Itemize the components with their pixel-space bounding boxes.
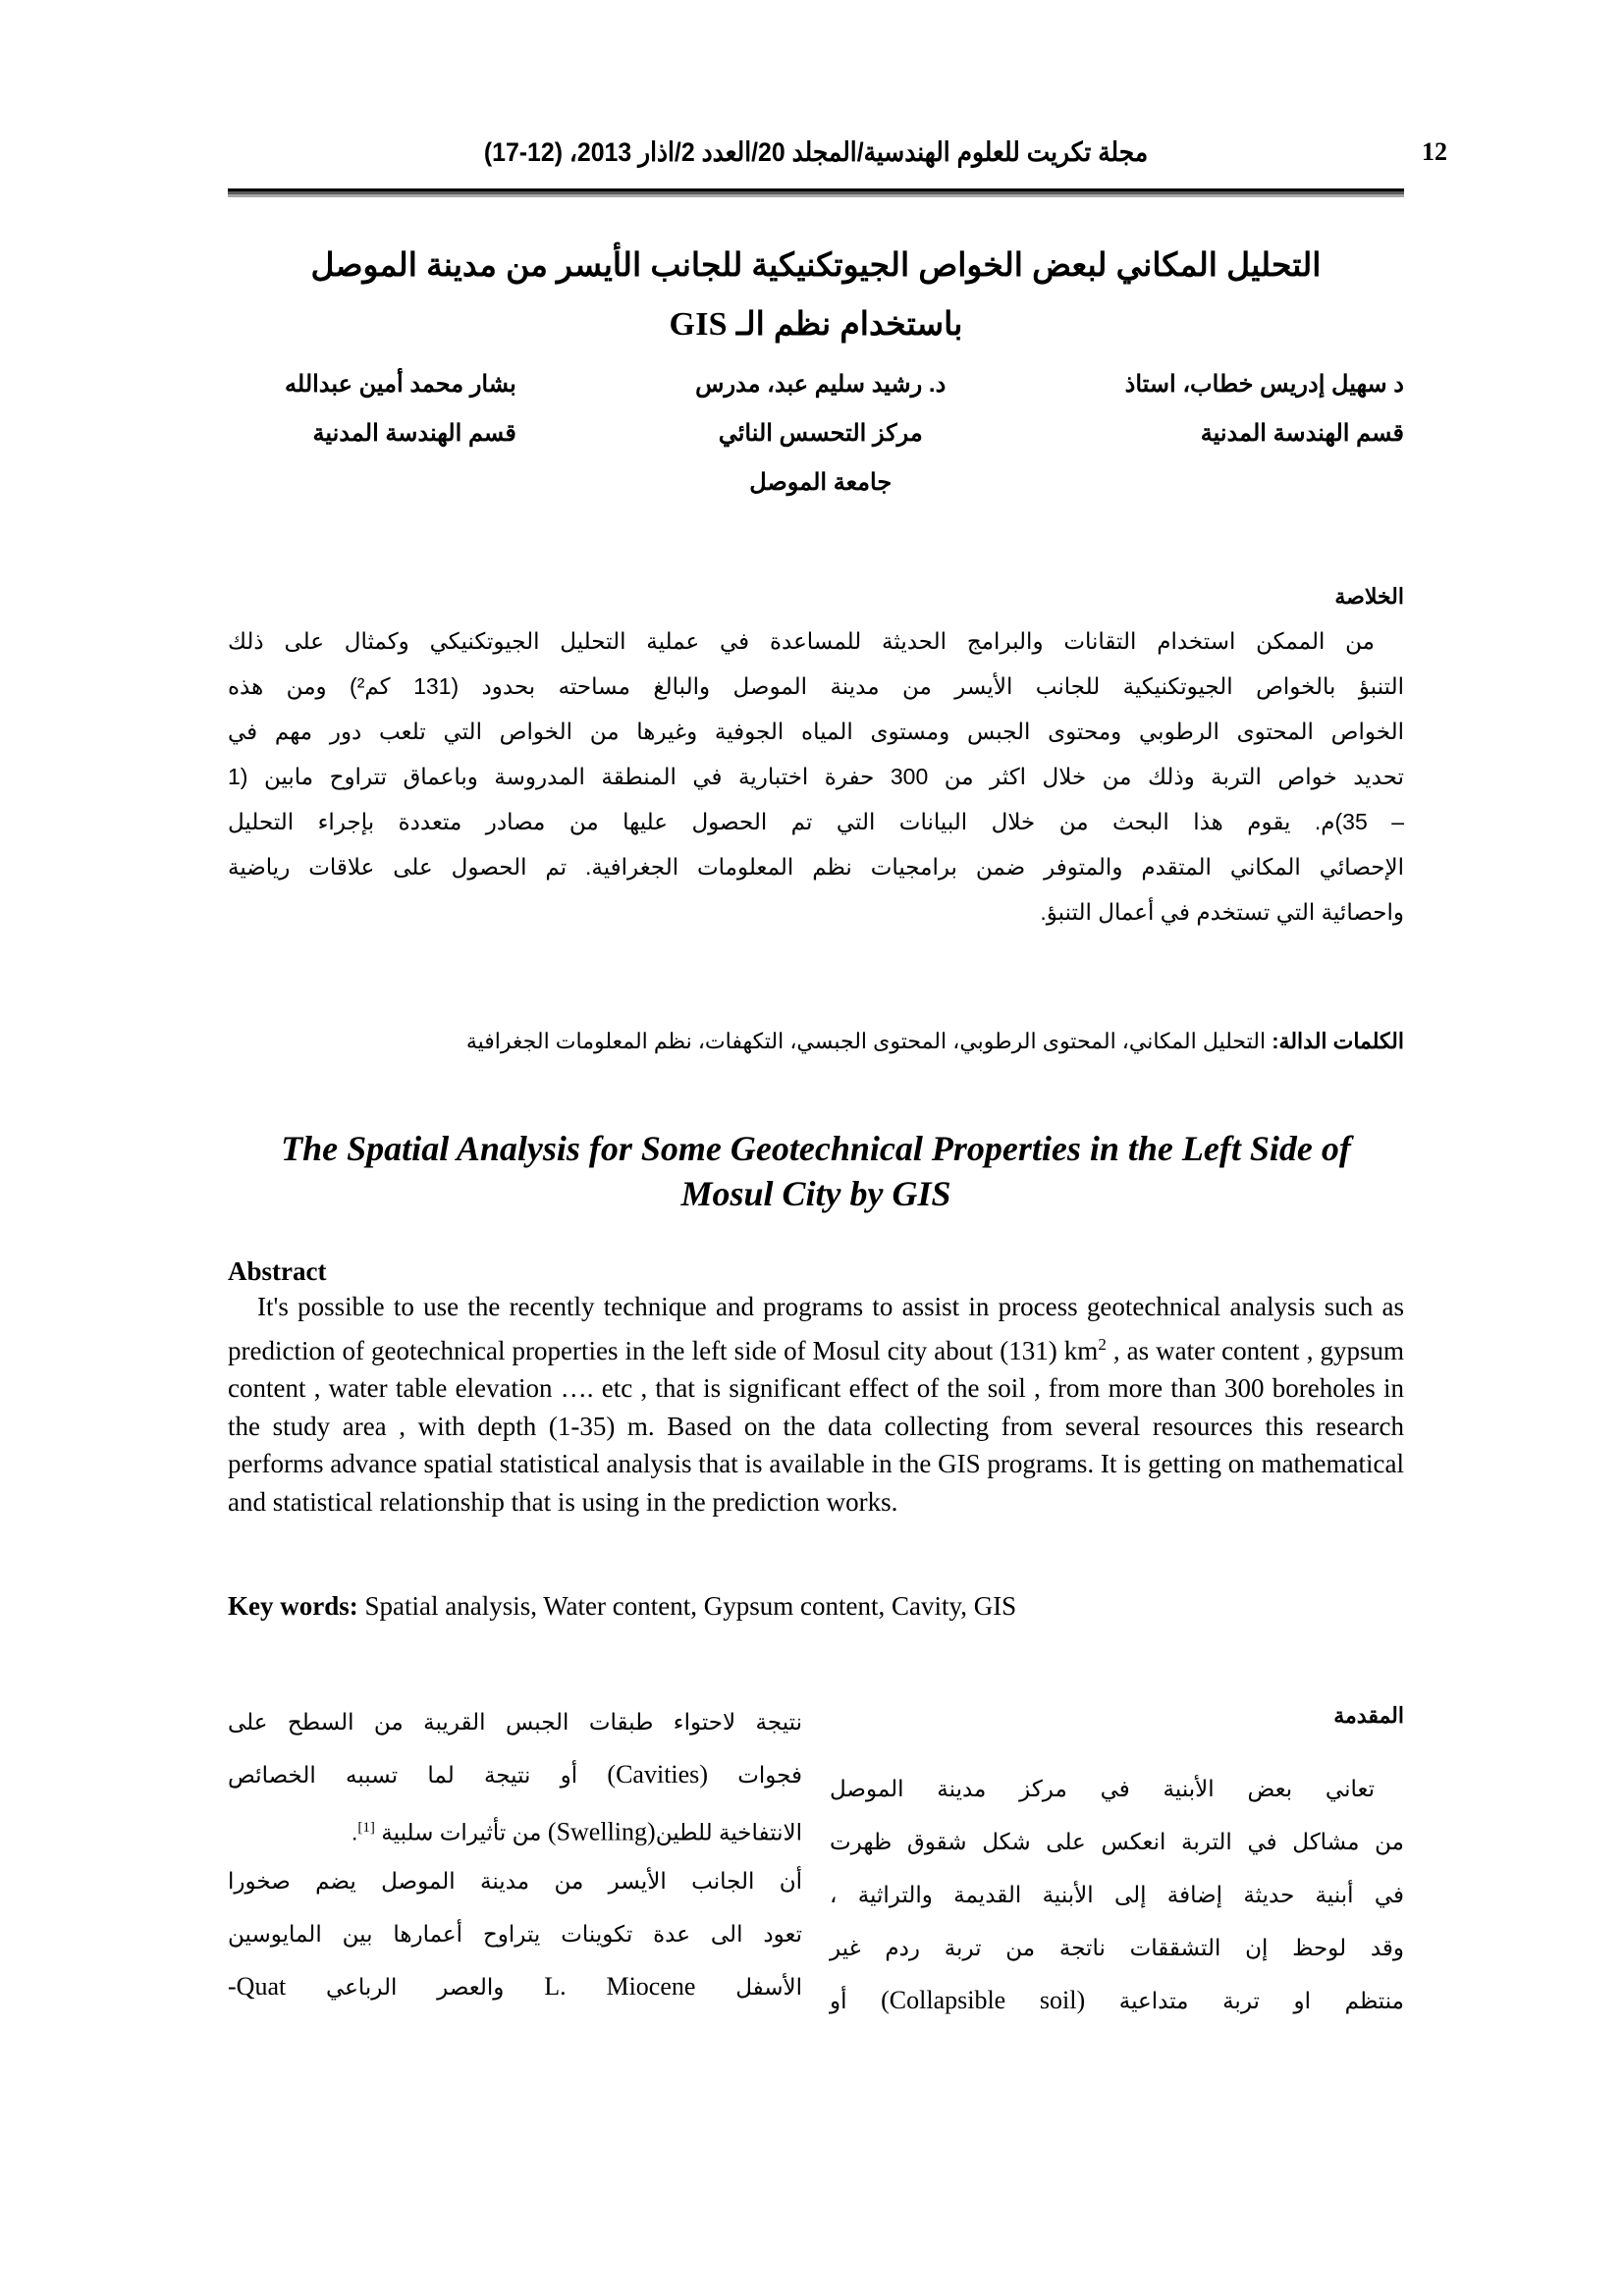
introduction-heading: المقدمة [1333,1703,1404,1728]
arabic-abstract-line: التنبؤ بالخواص الجيوتكنيكية للجانب الأيسر من مدينة الموصل والبالغ مساحته بحدود (131 كم²) ومن هذه [228,673,1404,699]
arabic-abstract-line: من الممكن استخدام التقانات والبرامج الحديثة للمساعدة في عملية التحليل الجيوتكنيكي وكمثال على ذلك [228,628,1375,654]
author-department: قسم الهندسة المدنية [1200,420,1404,447]
english-title-line-2: Mosul City by GIS [680,1174,951,1213]
intro-line: الانتفاخية للطين(Swelling) من تأثيرات سلبية [1]. [352,1817,802,1846]
arabic-title-line-2 [228,304,1404,344]
author-3 [285,371,516,497]
author-name: بشار محمد أمين عبدالله [285,371,516,398]
author-department: مركز التحسس النائي [718,420,923,447]
intro-line: من مشاكل في التربة انعكس على شكل شقوق ظهرت [830,1829,1404,1854]
english-abstract-heading: Abstract [228,1256,327,1286]
arabic-title-line-1: التحليل المكاني لبعض الخواص الجيوتكنيكية للجانب الأيسر من مدينة الموصل [310,246,1322,283]
arabic-abstract-line: الإحصائي المكاني المتقدم والمتوفر ضمن برامجيات نظم المعلومات الجغرافية. تم الحصول على علاقات رياضية [228,854,1404,880]
arabic-keywords-list: التحليل المكاني، المحتوى الرطوبي، المحتوى الجبسي، التكهفات، نظم المعلومات الجغرافية [465,1029,1272,1053]
author-1 [1125,371,1404,497]
header-rule [228,188,1404,197]
introduction-right-column [830,1762,1404,2027]
running-header: مجلة تكريت للعلوم الهندسية/المجلد 20/العدد 2/اذار 2013، (12-17) [483,137,1149,167]
intro-line: فجوات (Cavities) أو نتيجة لما تسببه الخصائص [228,1760,802,1789]
intro-line: منتظم او تربة متداعية (Collapsible soil) أو [830,1986,1405,2014]
arabic-abstract-line: تحديد خواص التربة وذلك من خلال اكثر من 300 حفرة اختبارية في المنطقة المدروسة وباعماق تتراوح مابين (1 [228,764,1404,789]
author-block [285,371,1404,497]
author-department: قسم الهندسة المدنية [312,420,516,447]
intro-line: أن الجانب الأيسر من مدينة الموصل يضم صخورا [228,1868,802,1894]
intro-line: الأسفل L. Miocene والعصر الرباعي Quat- [228,1972,803,2001]
english-keywords [228,1591,1016,1622]
arabic-abstract-line: – 35)م. يقوم هذا البحث من خلال البيانات التي تم الحصول عليها من مصادر متعددة بإجراء التحليل [228,809,1404,834]
arabic-abstract-heading: الخلاصة [1334,584,1404,609]
arabic-title-gis: GIS [669,306,728,343]
english-abstract-body: It's possible to use the recently technique and programs to assist in process geotechnical analysis such as prediction of geotechnical properties in the left side of Mosul city about (131) $km^2$ , as water content , gypsum content , water table elevation …. etc , that is significant effect of the soil , from more than 300 boreholes in the study area , with depth (1-35) m. Based on the data collecting from several resources this research performs advance spatial statistical analysis that is available in the GIS programs. It is getting on mathematical and statistical relationship that is using in the prediction works. [228,1292,1404,1517]
citation-ref: [1] [357,1820,375,1836]
arabic-abstract-line: الخواص المحتوى الرطوبي ومحتوى الجبس ومستوى المياه الجوفية وغيرها من الخواص التي تلعب دور مهم في [228,719,1404,744]
intro-line: تعود الى عدة تكوينات يتراوح أعمارها بين المايوسين [228,1921,802,1947]
arabic-abstract-line: واحصائية التي تستخدم في أعمال التنبؤ. [1040,899,1404,925]
arabic-abstract-body [228,618,1404,934]
arabic-keywords-label: الكلمات الدالة: [1272,1029,1404,1053]
arabic-title-prefix: باستخدام نظم الـ [735,305,963,342]
intro-line: في أبنية حديثة إضافة إلى الأبنية القديمة والتراثية ، [830,1882,1404,1907]
intro-line: تعاني بعض الأبنية في مركز مدينة الموصل [830,1776,1375,1801]
english-title [228,1126,1404,1216]
intro-line: نتيجة لاحتواء طبقات الجبس القريبة من السطح على [228,1709,802,1735]
intro-line: وقد لوحظ إن التشققات ناتجة من تربة ردم غير [830,1935,1404,1960]
author-institution: جامعة الموصل [749,469,893,496]
author-name: د. رشيد سليم عبد، مدرس [695,371,947,398]
english-title-line-1: The Spatial Analysis for Some Geotechnical Properties in the Left Side of [281,1129,1351,1168]
page-number: 12 [1422,137,1447,166]
arabic-keywords [228,1029,1404,1054]
english-keywords-label: Key words: [228,1591,358,1621]
introduction-left-column [228,1695,802,2013]
author-2 [695,371,946,497]
author-name: د سهيل إدريس خطاب، استاذ [1124,371,1404,398]
english-keywords-list: Spatial analysis, Water content, Gypsum content, Cavity, GIS [357,1591,1017,1621]
